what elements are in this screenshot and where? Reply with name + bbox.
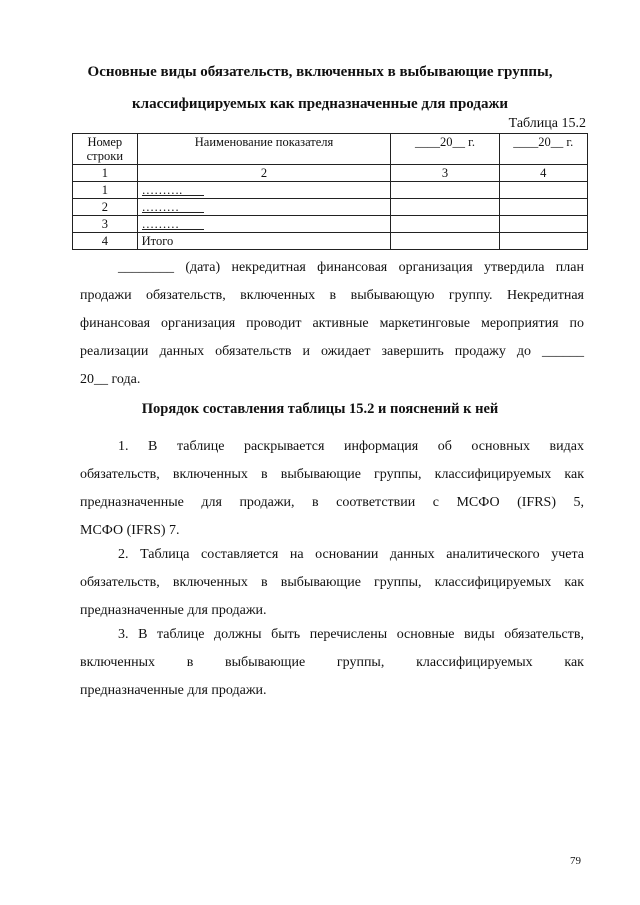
row-number: 2 [73, 199, 138, 216]
table-numbering-row [73, 165, 588, 182]
paragraph-line: продажи обязательств, включенных в выбывающую группу. Некредитная [80, 288, 584, 303]
paragraph-line: 3. В таблице должны быть перечислены основные виды обязательств, [118, 627, 584, 642]
header-indicator-name: Наименование показателя [137, 134, 391, 165]
row-value [499, 199, 587, 216]
row-name-text: ………. [142, 183, 204, 196]
row-name [137, 199, 391, 216]
row-value [391, 233, 499, 250]
numbering-cell: 4 [499, 165, 587, 182]
row-value [391, 182, 499, 199]
paragraph-line: предназначенные для продажи, в соответствии с МСФО (IFRS) 5, [80, 495, 584, 510]
sale-plan-paragraph [80, 254, 584, 394]
paragraph-line: 20__ года. [80, 372, 141, 387]
numbering-cell: 3 [391, 165, 499, 182]
paragraph-line: предназначенные для продажи. [80, 683, 267, 698]
header-period-1: ____20__ г. [391, 134, 499, 165]
row-name-text: ……… [142, 200, 204, 213]
instruction-item-2 [80, 541, 584, 625]
row-value [499, 182, 587, 199]
paragraph-line: обязательств, включенных в выбывающие группы, классифицируемых как [80, 467, 584, 482]
paragraph-line: включенных в выбывающие группы, классифицируемых как [80, 655, 584, 670]
row-value [391, 199, 499, 216]
row-name: Итого [137, 233, 391, 250]
document-title-line1: Основные виды обязательств, включенных в выбывающие группы, [87, 64, 553, 80]
numbering-cell: 1 [73, 165, 138, 182]
row-value [499, 233, 587, 250]
row-value [391, 216, 499, 233]
paragraph-line: финансовая организация проводит активные маркетинговые мероприятия по [80, 316, 584, 331]
page-number: 79 [570, 855, 581, 867]
paragraph-line: 1. В таблице раскрывается информация об основных видах [118, 439, 584, 454]
header-row-number-line1: Номер [87, 135, 123, 149]
paragraph-line: 2. Таблица составляется на основании данных аналитического учета [118, 547, 584, 562]
row-value [499, 216, 587, 233]
row-name [137, 216, 391, 233]
table-header-row [73, 134, 588, 165]
table-caption: Таблица 15.2 [508, 116, 586, 131]
row-name [137, 182, 391, 199]
row-number: 1 [73, 182, 138, 199]
paragraph-line: обязательств, включенных в выбывающие группы, классифицируемых как [80, 575, 584, 590]
table-row [73, 199, 588, 216]
paragraph-line: реализации данных обязательств и ожидает завершить продажу до ______ [80, 344, 584, 359]
row-number: 4 [73, 233, 138, 250]
table-row [73, 216, 588, 233]
header-row-number [73, 134, 138, 165]
instruction-item-3 [80, 621, 584, 705]
table-row [73, 182, 588, 199]
header-row-number-line2: строки [86, 149, 124, 163]
row-number: 3 [73, 216, 138, 233]
document-title-line2: классифицируемых как предназначенные для продажи [132, 96, 508, 112]
paragraph-line: МСФО (IFRS) 7. [80, 523, 180, 538]
paragraph-line: предназначенные для продажи. [80, 603, 267, 618]
row-name-text: ……… [142, 217, 204, 230]
paragraph-line: ________ (дата) некредитная финансовая организация утвердила план [118, 260, 584, 275]
liabilities-table [72, 133, 588, 250]
numbering-cell: 2 [137, 165, 391, 182]
header-period-2: ____20__ г. [499, 134, 587, 165]
table-row [73, 233, 588, 250]
instruction-item-1 [80, 433, 584, 545]
section-title: Порядок составления таблицы 15.2 и пояснений к ней [141, 401, 499, 417]
